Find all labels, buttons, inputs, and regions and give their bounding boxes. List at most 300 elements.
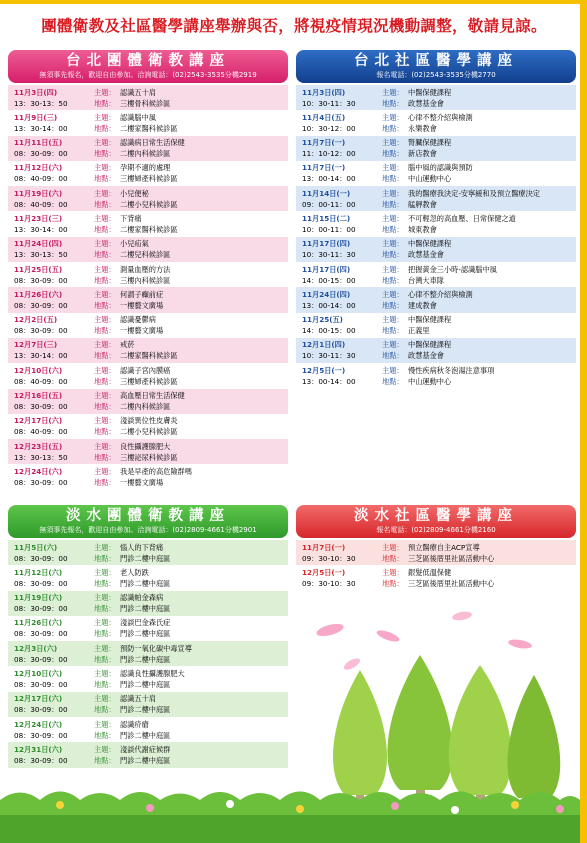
event-row <box>8 110 288 135</box>
section-title: 淡水社區醫學講座 <box>354 508 518 524</box>
event-venue: 艋舺教會 <box>408 199 437 209</box>
venue-label: 地點： <box>94 604 116 614</box>
event-row <box>8 186 288 211</box>
tamsui-community-lectures-section <box>296 505 576 591</box>
event-topic: 何謂子癲前症 <box>120 289 164 299</box>
event-time: 08：30-09：00 <box>14 705 68 715</box>
tree-scenery-illustration <box>0 600 580 843</box>
event-topic: 預立醫療自主ACP宣導 <box>408 542 480 552</box>
event-date: 11月7日(一) <box>302 138 346 148</box>
event-topic: 心律不整介紹與檢測 <box>408 112 473 122</box>
taipei-group-lectures-section <box>8 50 288 490</box>
event-info <box>94 567 286 589</box>
event-date: 12月31日(六) <box>14 744 63 754</box>
event-venue: 正義里 <box>408 326 430 336</box>
section-title: 台北團體衛教講座 <box>66 53 230 69</box>
petal-icon <box>451 610 472 621</box>
venue-label: 地點： <box>94 351 116 361</box>
topic-label: 主題： <box>382 289 404 299</box>
event-date: 11月14日(一) <box>302 188 351 198</box>
event-venue: 一樓藝文廣場 <box>120 326 164 336</box>
event-datetime <box>14 289 104 311</box>
event-row <box>8 211 288 236</box>
event-info <box>382 339 574 361</box>
topic-label: 主題： <box>94 340 116 350</box>
event-info <box>94 314 286 336</box>
event-datetime <box>14 188 104 210</box>
event-topic: 預防一氧化碳中毒宣導 <box>120 643 192 653</box>
petal-icon <box>375 628 400 644</box>
event-datetime <box>14 213 104 235</box>
event-time: 11：10-12：00 <box>302 149 356 159</box>
event-datetime <box>14 238 104 260</box>
event-info <box>94 238 286 260</box>
event-datetime <box>14 365 104 387</box>
section-header <box>8 505 288 538</box>
event-time: 08：30-09：00 <box>14 477 68 487</box>
event-info <box>382 542 574 564</box>
event-row <box>8 85 288 110</box>
event-date: 12月17日(六) <box>14 694 63 704</box>
event-row <box>8 313 288 338</box>
topic-label: 主題： <box>382 87 404 97</box>
event-info <box>382 188 574 210</box>
event-time: 08：30-09：00 <box>14 275 68 285</box>
event-venue: 二樓小兒科候診區 <box>120 427 178 437</box>
event-date: 11月3日(四) <box>14 87 58 97</box>
event-row <box>8 389 288 414</box>
event-topic: 我的醫療我決定-安寧緩和及預立醫療決定 <box>408 188 540 198</box>
petal-icon <box>315 622 345 639</box>
venue-label: 地點： <box>94 755 116 765</box>
top-frame-border <box>0 0 587 4</box>
event-row <box>296 540 576 565</box>
event-date: 12月7日(三) <box>14 340 58 350</box>
venue-label: 地點： <box>94 452 116 462</box>
event-venue: 門診二樓中庭區 <box>120 730 171 740</box>
event-info <box>382 213 574 235</box>
event-topic: 不可輕忽的高血壓、日常保健之道 <box>408 213 516 223</box>
event-topic: 孕期不適的處理 <box>120 163 171 173</box>
section-header <box>296 50 576 83</box>
event-row <box>296 313 576 338</box>
venue-label: 地點： <box>94 730 116 740</box>
venue-label: 地點： <box>382 578 404 588</box>
topic-label: 主題： <box>94 315 116 325</box>
topic-label: 主題： <box>94 289 116 299</box>
event-topic: 認識疥瘡 <box>120 719 149 729</box>
event-venue: 三樓泌尿科候診區 <box>120 452 178 462</box>
topic-label: 主題： <box>382 213 404 223</box>
event-row <box>296 110 576 135</box>
event-time: 08：30-09：00 <box>14 402 68 412</box>
topic-label: 主題： <box>382 315 404 325</box>
event-row <box>8 262 288 287</box>
event-topic: 認識腦中風 <box>120 112 156 122</box>
event-row <box>8 464 288 489</box>
event-datetime <box>302 162 392 184</box>
event-date: 11月19日(六) <box>14 188 63 198</box>
venue-label: 地點： <box>94 553 116 563</box>
event-info <box>94 162 286 184</box>
event-row <box>296 262 576 287</box>
venue-label: 地點： <box>382 326 404 336</box>
topic-label: 主題： <box>94 694 116 704</box>
venue-label: 地點： <box>382 250 404 260</box>
event-datetime <box>14 112 104 134</box>
event-time: 08：30-09：00 <box>14 553 68 563</box>
event-time: 08：30-09：00 <box>14 149 68 159</box>
event-row <box>296 136 576 161</box>
venue-label: 地點： <box>94 402 116 412</box>
event-topic: 高血壓日常生活保健 <box>120 391 185 401</box>
venue-label: 地點： <box>94 629 116 639</box>
event-row <box>8 565 288 590</box>
event-datetime <box>302 213 392 235</box>
event-topic: 老人防跌 <box>120 567 149 577</box>
event-venue: 三芝區後厝里社區活動中心 <box>408 578 495 588</box>
event-topic: 腎臟保健課程 <box>408 138 452 148</box>
venue-label: 地點： <box>94 300 116 310</box>
event-date: 11月19日(六) <box>14 593 63 603</box>
event-date: 11月3日(四) <box>302 87 346 97</box>
topic-label: 主題： <box>94 163 116 173</box>
event-date: 12月2日(五) <box>14 315 58 325</box>
event-datetime <box>14 415 104 437</box>
event-row <box>296 186 576 211</box>
event-topic: 中醫保健課程 <box>408 239 452 249</box>
event-datetime <box>302 137 392 159</box>
event-date: 11月11日(五) <box>14 138 63 148</box>
event-venue: 永樂教會 <box>408 123 437 133</box>
event-venue: 中山運動中心 <box>408 174 452 184</box>
event-topic: 認識子宮內膜癌 <box>120 365 171 375</box>
venue-label: 地點： <box>94 376 116 386</box>
topic-label: 主題： <box>94 719 116 729</box>
topic-label: 主題： <box>94 416 116 426</box>
event-info <box>382 137 574 159</box>
event-topic: 中醫保健課程 <box>408 315 452 325</box>
venue-label: 地點： <box>382 149 404 159</box>
event-venue: 三樓婦產科候診區 <box>120 376 178 386</box>
topic-label: 主題： <box>94 542 116 552</box>
event-time: 14：00-15：00 <box>302 275 356 285</box>
event-time: 13：30-13：50 <box>14 452 68 462</box>
event-row <box>8 439 288 464</box>
event-datetime <box>14 466 104 488</box>
event-info <box>94 415 286 437</box>
event-datetime <box>302 188 392 210</box>
event-date: 12月3日(六) <box>14 643 58 653</box>
event-date: 11月23日(三) <box>14 213 63 223</box>
event-date: 12月1日(四) <box>302 340 346 350</box>
event-info <box>94 213 286 235</box>
event-datetime <box>14 542 104 564</box>
event-info <box>382 567 574 589</box>
event-row <box>8 237 288 262</box>
event-venue: 門診二樓中庭區 <box>120 654 171 664</box>
event-date: 11月17日(四) <box>302 239 351 249</box>
event-topic: 把握黃金三小時-認識腦中風 <box>408 264 497 274</box>
event-time: 08：40-09：00 <box>14 427 68 437</box>
taipei-community-lectures-section <box>296 50 576 389</box>
event-time: 08：30-09：00 <box>14 755 68 765</box>
event-datetime <box>302 314 392 336</box>
venue-label: 地點： <box>94 654 116 664</box>
event-datetime <box>14 162 104 184</box>
event-list <box>296 85 576 389</box>
event-topic: 淺談巴金森氏症 <box>120 618 171 628</box>
event-date: 11月7日(一) <box>302 163 346 173</box>
event-date: 11月26日(六) <box>14 618 63 628</box>
event-row <box>8 136 288 161</box>
event-venue: 門診二樓中庭區 <box>120 679 171 689</box>
venue-label: 地點： <box>94 275 116 285</box>
venue-label: 地點： <box>94 578 116 588</box>
topic-label: 主題： <box>94 138 116 148</box>
event-time: 08：30-09：00 <box>14 730 68 740</box>
event-topic: 惱人的下背痛 <box>120 542 164 552</box>
event-venue: 門診二樓中庭區 <box>120 578 171 588</box>
event-venue: 三芝區後厝里社區活動中心 <box>408 553 495 563</box>
event-time: 13：30-14：00 <box>14 224 68 234</box>
topic-label: 主題： <box>94 668 116 678</box>
event-venue: 二樓內科候診區 <box>120 149 171 159</box>
event-venue: 政慧基金會 <box>408 351 444 361</box>
event-datetime <box>14 441 104 463</box>
event-topic: 認識五十肩 <box>120 694 156 704</box>
event-time: 09：30-10：30 <box>302 553 356 563</box>
event-row <box>8 363 288 388</box>
event-date: 11月7日(一) <box>302 542 346 552</box>
event-row <box>8 414 288 439</box>
topic-label: 主題： <box>94 391 116 401</box>
event-venue: 政慧基金會 <box>408 250 444 260</box>
section-subtitle: 報名電話：(02)2543-3535分機2770 <box>376 71 496 79</box>
venue-label: 地點： <box>382 224 404 234</box>
event-info <box>94 441 286 463</box>
event-info <box>382 289 574 311</box>
event-list <box>296 540 576 591</box>
venue-label: 地點： <box>94 679 116 689</box>
event-datetime <box>302 365 392 387</box>
venue-label: 地點： <box>382 98 404 108</box>
notice-banner: 團體衛教及社區醫學講座舉辦與否，將視疫情現況機動調整，敬請見諒。 <box>41 17 547 35</box>
topic-label: 主題： <box>94 239 116 249</box>
event-date: 11月4日(五) <box>302 112 346 122</box>
event-time: 13：00-14：00 <box>302 174 356 184</box>
event-venue: 建成教會 <box>408 300 437 310</box>
event-venue: 二樓家醫科候診區 <box>120 351 178 361</box>
event-date: 12月5日(一) <box>302 567 346 577</box>
event-datetime <box>302 339 392 361</box>
event-time: 08：30-09：00 <box>14 679 68 689</box>
venue-label: 地點： <box>94 427 116 437</box>
venue-label: 地點： <box>94 149 116 159</box>
petal-icon <box>507 638 532 650</box>
topic-label: 主題： <box>94 188 116 198</box>
event-datetime <box>14 339 104 361</box>
event-date: 12月10日(六) <box>14 668 63 678</box>
event-date: 11月9日(三) <box>14 112 58 122</box>
event-date: 12月24日(六) <box>14 719 63 729</box>
event-time: 09：00-11：00 <box>302 199 356 209</box>
event-venue: 二樓內科候診區 <box>120 402 171 412</box>
topic-label: 主題： <box>94 593 116 603</box>
event-time: 13：30-13：50 <box>14 250 68 260</box>
event-date: 12月16日(五) <box>14 391 63 401</box>
event-time: 09：30-10：30 <box>302 578 356 588</box>
event-datetime <box>14 567 104 589</box>
event-date: 12月5日(一) <box>302 365 346 375</box>
event-venue: 門診二樓中庭區 <box>120 705 171 715</box>
event-venue: 台灣大車隊 <box>408 275 444 285</box>
event-topic: 我是早產的高危險群嗎 <box>120 466 192 476</box>
event-date: 11月24日(四) <box>302 289 351 299</box>
event-venue: 門診二樓中庭區 <box>120 604 171 614</box>
venue-label: 地點： <box>382 300 404 310</box>
topic-label: 主題： <box>94 213 116 223</box>
event-date: 11月12日(六) <box>14 567 63 577</box>
event-time: 08：40-09：00 <box>14 376 68 386</box>
event-topic: 中醫保健課程 <box>408 340 452 350</box>
event-info <box>94 339 286 361</box>
event-info <box>94 137 286 159</box>
event-time: 08：30-09：00 <box>14 629 68 639</box>
event-venue: 城東教會 <box>408 224 437 234</box>
topic-label: 主題： <box>94 441 116 451</box>
event-topic: 銀髮低溫保健 <box>408 567 452 577</box>
event-venue: 三樓內科候診區 <box>120 275 171 285</box>
event-venue: 門診二樓中庭區 <box>120 553 171 563</box>
event-time: 08：30-09：00 <box>14 604 68 614</box>
section-header <box>296 505 576 538</box>
event-info <box>94 466 286 488</box>
event-time: 13：30-14：00 <box>14 351 68 361</box>
section-header <box>8 50 288 83</box>
topic-label: 主題： <box>382 365 404 375</box>
event-datetime <box>302 289 392 311</box>
event-time: 13：00-14：00 <box>302 300 356 310</box>
event-info <box>94 188 286 210</box>
topic-label: 主題： <box>94 643 116 653</box>
topic-label: 主題： <box>382 567 404 577</box>
event-venue: 政慧基金會 <box>408 98 444 108</box>
event-topic: 心律不整介紹與檢測 <box>408 289 473 299</box>
event-date: 11月25(五) <box>302 315 343 325</box>
topic-label: 主題： <box>382 239 404 249</box>
event-info <box>382 314 574 336</box>
event-info <box>94 365 286 387</box>
venue-label: 地點： <box>382 199 404 209</box>
event-topic: 良性攝護腺肥大 <box>120 441 171 451</box>
event-row <box>8 540 288 565</box>
section-subtitle: 無須事先報名，歡迎自由參加。洽詢電話：(02)2543-3535分機2919 <box>39 71 257 79</box>
venue-label: 地點： <box>94 224 116 234</box>
event-topic: 認識病日常生活保健 <box>120 138 185 148</box>
event-datetime <box>302 112 392 134</box>
event-topic: 腦中風的認識與預防 <box>408 163 473 173</box>
event-time: 08：30-09：00 <box>14 326 68 336</box>
event-info <box>382 365 574 387</box>
event-date: 11月26日(六) <box>14 289 63 299</box>
event-venue: 新店教會 <box>408 149 437 159</box>
event-row <box>296 338 576 363</box>
section-subtitle: 報名電話：(02)2809-4661分機2160 <box>376 526 496 534</box>
venue-label: 地點： <box>382 553 404 563</box>
event-topic: 戒菸 <box>120 340 135 350</box>
event-row <box>8 287 288 312</box>
topic-label: 主題： <box>94 618 116 628</box>
event-time: 08：30-09：00 <box>14 654 68 664</box>
event-venue: 三樓骨科候診區 <box>120 98 171 108</box>
event-datetime <box>14 390 104 412</box>
event-info <box>94 87 286 109</box>
event-date: 11月25日(五) <box>14 264 63 274</box>
event-topic: 淺談代謝症候群 <box>120 744 171 754</box>
event-venue: 中山運動中心 <box>408 376 452 386</box>
event-time: 13：30-14：00 <box>14 123 68 133</box>
event-info <box>382 87 574 109</box>
event-info <box>382 238 574 260</box>
event-venue: 二樓家醫科候診區 <box>120 224 178 234</box>
event-datetime <box>14 87 104 109</box>
event-topic: 認識帕金森病 <box>120 593 164 603</box>
event-row <box>296 237 576 262</box>
topic-label: 主題： <box>94 744 116 754</box>
section-title: 台北社區醫學講座 <box>354 53 518 69</box>
event-row <box>296 565 576 590</box>
venue-label: 地點： <box>94 174 116 184</box>
venue-label: 地點： <box>382 376 404 386</box>
event-date: 12月24日(六) <box>14 466 63 476</box>
event-info <box>94 289 286 311</box>
event-datetime <box>302 264 392 286</box>
topic-label: 主題： <box>94 264 116 274</box>
event-row <box>8 161 288 186</box>
event-row <box>296 161 576 186</box>
venue-label: 地點： <box>94 250 116 260</box>
event-time: 08：30-09：00 <box>14 300 68 310</box>
venue-label: 地點： <box>94 326 116 336</box>
event-datetime <box>14 314 104 336</box>
topic-label: 主題： <box>382 112 404 122</box>
event-topic: 認識憂鬱病 <box>120 315 156 325</box>
venue-label: 地點： <box>382 174 404 184</box>
event-datetime <box>302 238 392 260</box>
topic-label: 主題： <box>382 542 404 552</box>
event-date: 11月12日(六) <box>14 163 63 173</box>
topic-label: 主題： <box>94 365 116 375</box>
event-topic: 認識五十肩 <box>120 87 156 97</box>
event-topic: 中醫保健課程 <box>408 87 452 97</box>
event-topic: 淺談異位性皮膚炎 <box>120 416 178 426</box>
event-datetime <box>14 137 104 159</box>
event-time: 10：30-11：30 <box>302 351 356 361</box>
topic-label: 主題： <box>382 340 404 350</box>
event-venue: 二樓小兒科候診區 <box>120 199 178 209</box>
topic-label: 主題： <box>382 188 404 198</box>
event-row <box>296 211 576 236</box>
event-info <box>94 112 286 134</box>
event-date: 11月24日(四) <box>14 239 63 249</box>
right-frame-border <box>580 0 587 843</box>
event-info <box>94 542 286 564</box>
event-time: 10：00-11：00 <box>302 224 356 234</box>
venue-label: 地點： <box>382 351 404 361</box>
event-venue: 二樓家醫科候診區 <box>120 123 178 133</box>
topic-label: 主題： <box>94 112 116 122</box>
